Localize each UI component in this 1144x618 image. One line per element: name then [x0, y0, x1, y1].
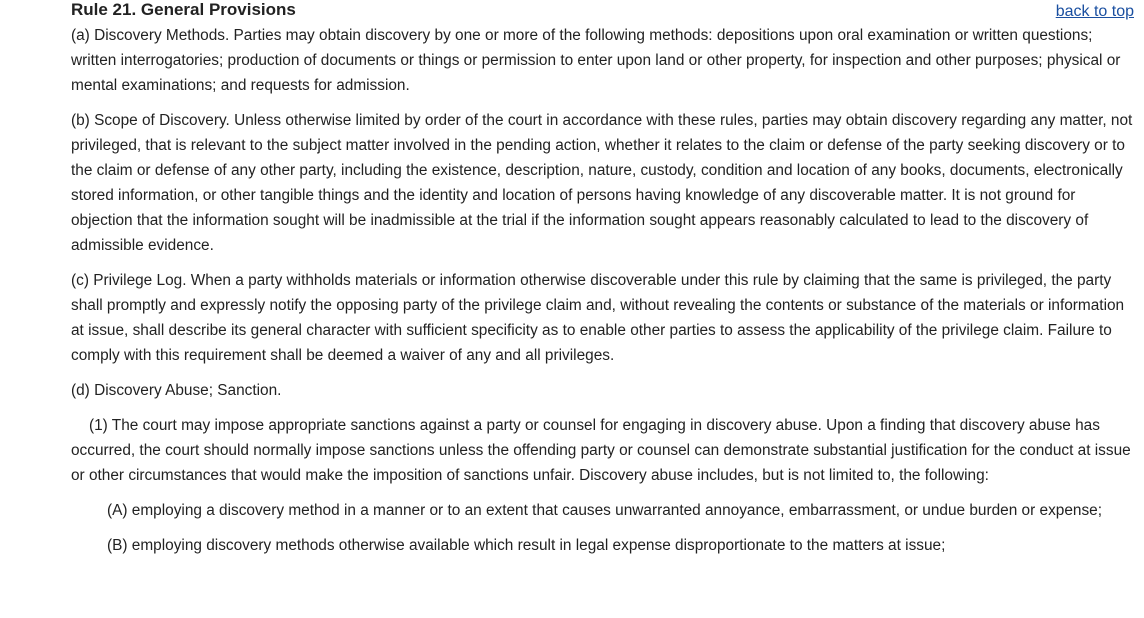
- rule-title: Rule 21. General Provisions: [71, 0, 296, 19]
- paragraph-a-discovery-methods: (a) Discovery Methods. Parties may obtain discovery by one or more of the following methods: depositions upon oral examination or written questions; written interrogatories; production of documents or things or permission to enter upon land or other property, for inspection and other purposes; physical or mental examinations; and requests for admission.: [71, 27, 1121, 94]
- rule-document: [71, 0, 1135, 568]
- paragraph-d1b-legal-expense: (B) employing discovery methods otherwise available which result in legal expense disproportionate to the matters at issue;: [107, 537, 946, 554]
- paragraph-d1-sanctions: (1) The court may impose appropriate sanctions against a party or counsel for engaging in discovery abuse. Upon a finding that discovery abuse has occurred, the court should normally impose sanctions unless the offending party or counsel can demonstrate substantial justification for the conduct at issue or other circumstances that would make the imposition of sanctions unfair. Discovery abuse includes, but is not limited to, the following:: [71, 417, 1131, 484]
- paragraph-b-scope-of-discovery: (b) Scope of Discovery. Unless otherwise limited by order of the court in accordance with these rules, parties may obtain discovery regarding any matter, not privileged, that is relevant to the subject matter involved in the pending action, whether it relates to the claim or defense of the party seeking discovery or to the claim or defense of any other party, including the existence, description, nature, custody, condition and location of any books, documents, electronically stored information, or other tangible things and the identity and location of persons having knowledge of any discoverable matter. It is not ground for objection that the information sought will be inadmissible at the trial if the information sought appears reasonably calculated to lead to the discovery of admissible evidence.: [71, 112, 1133, 254]
- paragraph-c-privilege-log: (c) Privilege Log. When a party withholds materials or information otherwise discoverable under this rule by claiming that the same is privileged, the party shall promptly and expressly notify the opposing party of the privilege claim and, without revealing the contents or substance of the materials or information at issue, shall describe its general character with sufficient specificity as to enable other parties to assess the applicability of the privilege claim. Failure to comply with this requirement shall be deemed a waiver of any and all privileges.: [71, 272, 1125, 364]
- paragraph-d1a-annoyance: (A) employing a discovery method in a manner or to an extent that causes unwarranted annoyance, embarrassment, or undue burden or expense;: [107, 502, 1102, 519]
- back-to-top-link[interactable]: back to top: [1055, 3, 1134, 20]
- rule-header: [71, 0, 1135, 24]
- paragraph-d-discovery-abuse: (d) Discovery Abuse; Sanction.: [71, 382, 282, 399]
